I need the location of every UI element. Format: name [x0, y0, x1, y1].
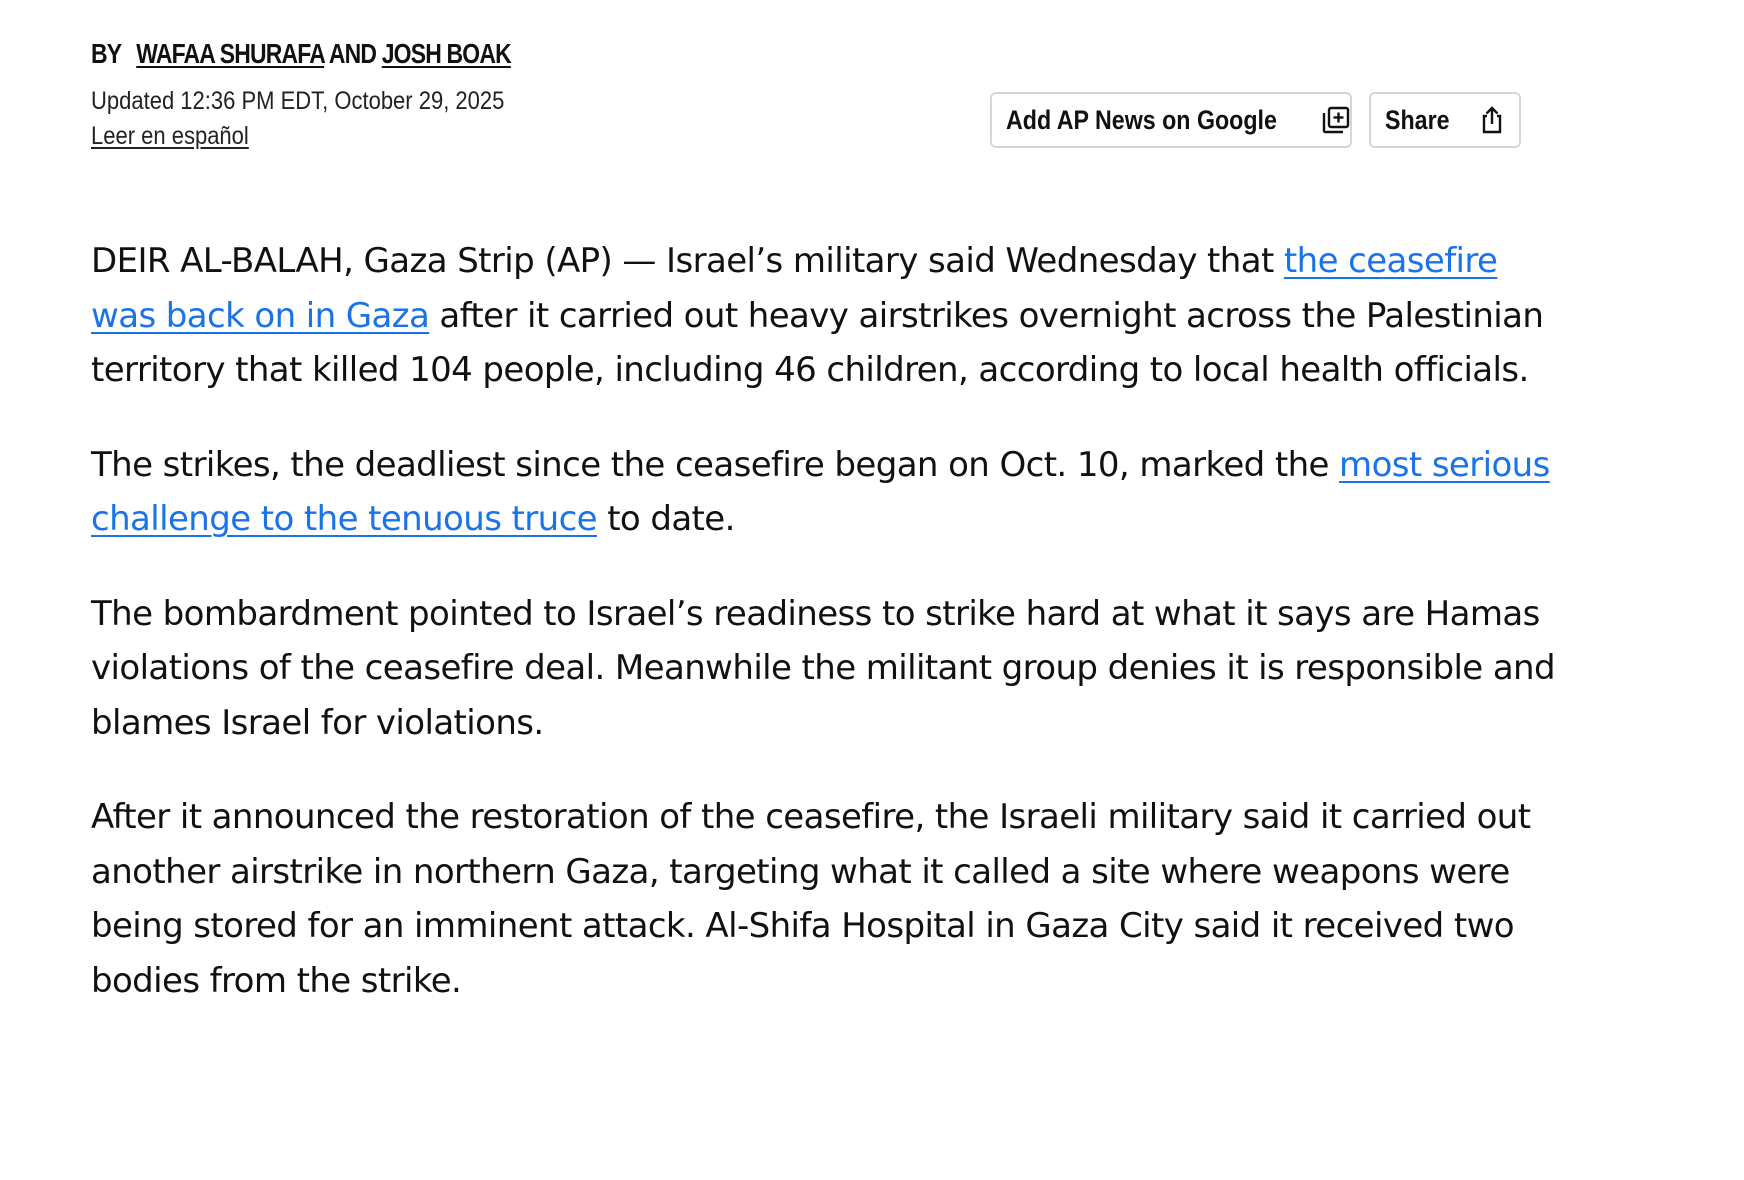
article-meta	[91, 36, 603, 151]
updated-timestamp: Updated 12:36 PM EDT, October 29, 2025	[91, 87, 505, 115]
article-paragraph-3: The bombardment pointed to Israel’s readiness to strike hard at what it says are Hamas violations of the ceasefire deal. Meanwhile the militant group denies it is responsible and blames Israel for violations.	[91, 593, 1555, 743]
paragraph-1-lead: DEIR AL-BALAH, Gaza Strip (AP) — Israel’s military said Wednesday that	[91, 241, 1284, 281]
share-button[interactable]	[1369, 92, 1521, 148]
share-label: Share	[1385, 104, 1450, 135]
byline-prefix: BY	[91, 38, 121, 69]
author-link-josh-boak[interactable]: JOSH BOAK	[381, 38, 511, 69]
byline-conjunction: AND	[328, 38, 377, 69]
add-to-collection-icon	[1321, 105, 1351, 135]
author-link-wafaa-shurafa[interactable]: WAFAA SHURAFA	[136, 38, 325, 69]
paragraph-2-tail: to date.	[596, 499, 735, 539]
add-ap-news-on-google-button[interactable]	[990, 92, 1352, 148]
byline	[91, 36, 511, 72]
article-paragraph-2	[91, 438, 1561, 547]
share-icon	[1479, 105, 1505, 135]
spanish-version-link[interactable]: Leer en español	[91, 122, 249, 150]
serious-challenge-truce-link[interactable]: most serious challenge to the tenuous truce	[91, 444, 1550, 539]
paragraph-1-tail: after it carried out heavy airstrikes overnight across the Palestinian territory that killed 104 people, including 46 children, according to local health officials.	[91, 295, 1544, 390]
article-body	[91, 234, 1561, 1048]
article-actions	[990, 92, 1521, 148]
article-paragraph-1	[91, 234, 1561, 398]
add-ap-news-on-google-label: Add AP News on Google	[1006, 104, 1277, 135]
paragraph-2-lead: The strikes, the deadliest since the ceasefire began on Oct. 10, marked the	[91, 444, 1340, 485]
ceasefire-back-on-link[interactable]: the ceasefire was back on in Gaza	[91, 241, 1498, 336]
article-paragraph-4: After it announced the restoration of the ceasefire, the Israeli military said it carried out another airstrike in northern Gaza, targeting what it called a site where weapons were being stored for an imminent attack. Al-Shifa Hospital in Gaza City said it received two bodies from the strike.	[91, 797, 1531, 1001]
